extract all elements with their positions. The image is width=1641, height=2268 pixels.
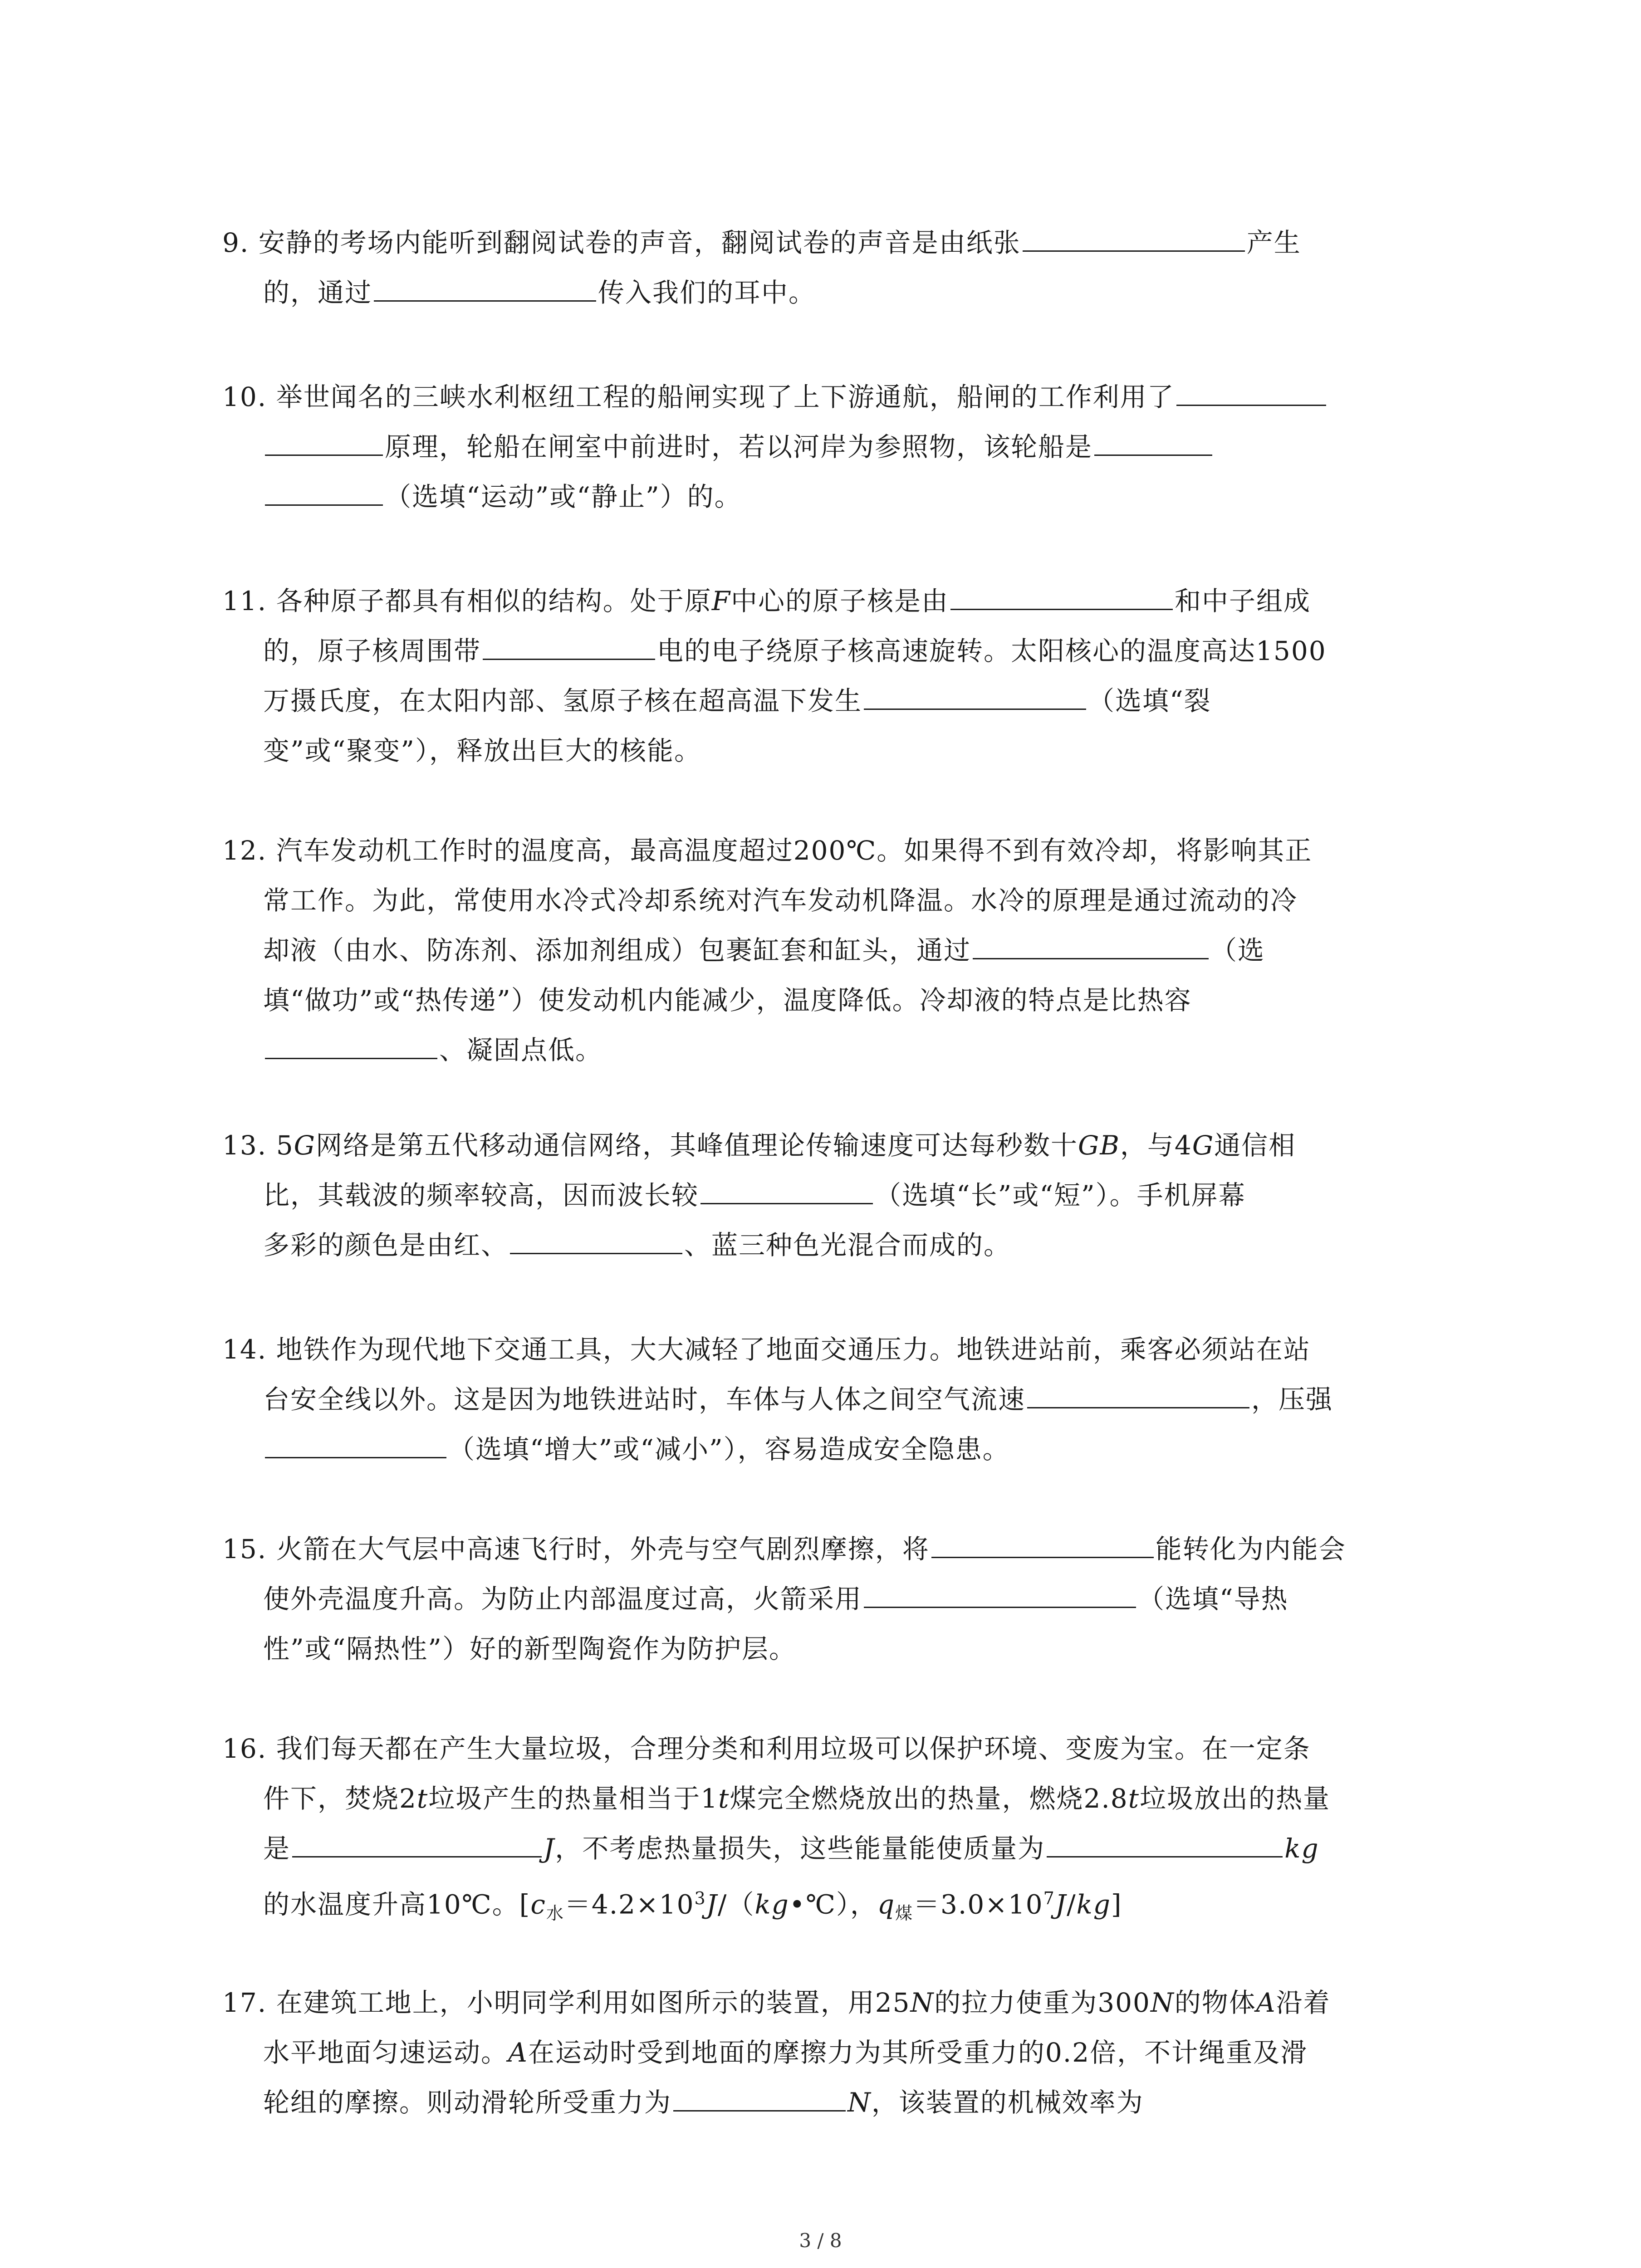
answer-blank[interactable] xyxy=(265,1034,437,1059)
answer-blank[interactable] xyxy=(265,1433,446,1458)
answer-blank[interactable] xyxy=(1047,1833,1283,1857)
answer-blank[interactable] xyxy=(700,1179,873,1204)
answer-blank[interactable] xyxy=(673,2087,846,2112)
q17-line-2: 水平地面匀速运动。A在运动时受到地面的摩擦力为其所受重力的0.2倍，不计绳重及滑 xyxy=(263,2037,1308,2068)
q12-line-4: 填“做功”或“热传递”）使发动机内能减少，温度降低。冷却液的特点是比热容 xyxy=(263,985,1192,1016)
answer-blank[interactable] xyxy=(1023,227,1245,252)
q16-line-3: 是 J，不考虑热量损失，这些能量能使质量为 kg xyxy=(263,1833,1319,1864)
q12-line-1: 12. 汽车发动机工作时的温度高，最高温度超过200℃。如果得不到有效冷却，将影响其正 xyxy=(222,835,1313,866)
answer-blank[interactable] xyxy=(265,481,383,506)
answer-blank[interactable] xyxy=(1094,431,1212,456)
q14-line-1: 14. 地铁作为现代地下交通工具，大大减轻了地面交通压力。地铁进站前，乘客必须站在站 xyxy=(222,1334,1311,1365)
answer-blank[interactable] xyxy=(1027,1383,1249,1408)
question-number: 15. xyxy=(222,1534,267,1564)
q12-line-2: 常工作。为此，常使用水冷式冷却系统对汽车发动机降温。水冷的原理是通过流动的冷 xyxy=(263,885,1298,916)
q12-line-5: 、凝固点低。 xyxy=(263,1034,603,1066)
q10-line-3: （选填“运动”或“静止”）的。 xyxy=(263,481,742,513)
q15-line-3: 性”或“隔热性”）好的新型陶瓷作为防护层。 xyxy=(263,1633,796,1664)
question-number: 13. xyxy=(222,1130,267,1161)
question-number: 10. xyxy=(222,381,267,412)
q12-line-3: 却液（由水、防冻剂、添加剂组成）包裹缸套和缸头，通过 （选 xyxy=(263,935,1265,966)
q11-line-1: 11. 各种原子都具有相似的结构。处于原F中心的原子核是由 和中子组成 xyxy=(222,586,1311,616)
q13-line-1: 13. 5G网络是第五代移动通信网络，其峰值理论传输速度可达每秒数十GB，与4G通信相 xyxy=(222,1130,1296,1161)
answer-blank[interactable] xyxy=(950,585,1173,610)
q9-line-2: 的，通过 传入我们的耳中。 xyxy=(263,277,816,308)
q14-line-3: （选填“增大”或“减小”），容易造成安全隐患。 xyxy=(263,1433,1010,1465)
answer-blank[interactable] xyxy=(864,685,1086,710)
answer-blank[interactable] xyxy=(973,934,1209,959)
answer-blank[interactable] xyxy=(265,431,383,456)
question-number: 16. xyxy=(222,1733,267,1764)
q13-line-3: 多彩的颜色是由红、 、蓝三种色光混合而成的。 xyxy=(263,1230,1011,1261)
q11-line-2: 的，原子核周围带 电的电子绕原子核高速旋转。太阳核心的温度高达1500 xyxy=(263,635,1327,666)
question-number: 14. xyxy=(222,1334,267,1365)
answer-blank[interactable] xyxy=(292,1833,542,1857)
answer-blank[interactable] xyxy=(510,1229,682,1254)
answer-blank[interactable] xyxy=(483,635,655,660)
page-number: 3 / 8 xyxy=(799,2229,842,2252)
q10-line-2: 原理，轮船在闸室中前进时，若以河岸为参照物，该轮船是 xyxy=(263,431,1214,463)
answer-blank[interactable] xyxy=(864,1583,1136,1608)
q14-line-2: 台安全线以外。这是因为地铁进站时，车体与人体之间空气流速 ，压强 xyxy=(263,1384,1333,1415)
question-number: 17. xyxy=(222,1987,267,2018)
q9-line-1: 9. 安静的考场内能听到翻阅试卷的声音，翻阅试卷的声音是由纸张 产生 xyxy=(222,227,1301,258)
answer-blank[interactable] xyxy=(931,1533,1154,1558)
q13-line-2: 比，其载波的频率较高，因而波长较 （选填“长”或“短”）。手机屏幕 xyxy=(263,1180,1246,1211)
q16-line-2: 件下，焚烧2t垃圾产生的热量相当于1t煤完全燃烧放出的热量，燃烧2.8t垃圾放出的热量 xyxy=(263,1783,1331,1814)
q17-line-3: 轮组的摩擦。则动滑轮所受重力为 N，该装置的机械效率为 xyxy=(263,2087,1144,2118)
q15-line-2: 使外壳温度升高。为防止内部温度过高，火箭采用 （选填“导热 xyxy=(263,1584,1288,1614)
question-number: 9. xyxy=(222,227,250,258)
q11-line-3: 万摄氏度，在太阳内部、氢原子核在超高温下发生 （选填“裂 xyxy=(263,685,1211,716)
question-number: 12. xyxy=(222,835,267,866)
q15-line-1: 15. 火箭在大气层中高速飞行时，外壳与空气剧烈摩擦，将 能转化为内能会 xyxy=(222,1534,1346,1564)
q16-line-4: 的水温度升高10℃。[$c_水=4.2\times 10^3J/(kg•℃)$，$q_煤=3.0\times 10^7J/kg$] xyxy=(263,1888,1122,1923)
q16-line-1: 16. 我们每天都在产生大量垃圾，合理分类和利用垃圾可以保护环境、变废为宝。在一定条 xyxy=(222,1733,1311,1764)
question-number: 11. xyxy=(222,586,267,616)
answer-blank[interactable] xyxy=(1176,381,1326,406)
q10-line-1: 10. 举世闻名的三峡水利枢纽工程的船闸实现了上下游通航，船闸的工作利用了 xyxy=(222,381,1328,413)
q17-line-1: 17. 在建筑工地上，小明同学利用如图所示的装置，用25N的拉力使重为300N的物体A沿着 xyxy=(222,1987,1331,2018)
answer-blank[interactable] xyxy=(374,277,596,302)
q11-line-4: 变”或“聚变”），释放出巨大的核能。 xyxy=(263,735,701,766)
